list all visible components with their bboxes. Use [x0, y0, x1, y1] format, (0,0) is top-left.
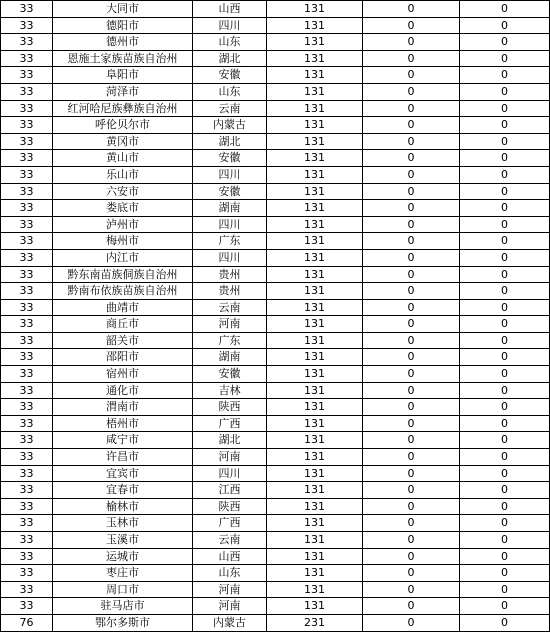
value-cell: 0 [363, 283, 460, 300]
rank-cell: 33 [1, 133, 53, 150]
table-row [1, 283, 550, 300]
value-cell: 131 [267, 133, 363, 150]
value-cell: 0 [363, 34, 460, 51]
rank-cell: 33 [1, 532, 53, 549]
value-cell: 0 [460, 366, 550, 383]
value-cell: 0 [363, 349, 460, 366]
value-cell: 131 [267, 233, 363, 250]
value-cell: 0 [363, 498, 460, 515]
table-row [1, 100, 550, 117]
province-cell: 广西 [193, 515, 267, 532]
value-cell: 0 [460, 150, 550, 167]
value-cell: 0 [460, 532, 550, 549]
city-cell: 呼伦贝尔市 [53, 117, 193, 134]
value-cell: 0 [460, 166, 550, 183]
value-cell: 0 [363, 233, 460, 250]
rank-cell: 33 [1, 100, 53, 117]
city-cell: 娄底市 [53, 200, 193, 217]
rank-cell: 33 [1, 117, 53, 134]
province-cell: 四川 [193, 166, 267, 183]
province-cell: 湖北 [193, 50, 267, 67]
city-cell: 泸州市 [53, 216, 193, 233]
value-cell: 0 [363, 249, 460, 266]
rank-cell: 33 [1, 449, 53, 466]
province-cell: 湖南 [193, 349, 267, 366]
province-cell: 河南 [193, 316, 267, 333]
city-cell: 红河哈尼族彝族自治州 [53, 100, 193, 117]
value-cell: 0 [363, 83, 460, 100]
rank-cell: 33 [1, 83, 53, 100]
value-cell: 0 [363, 150, 460, 167]
rank-cell: 33 [1, 581, 53, 598]
table-row [1, 399, 550, 416]
province-cell: 安徽 [193, 366, 267, 383]
province-cell: 四川 [193, 465, 267, 482]
value-cell: 0 [460, 598, 550, 615]
value-cell: 0 [460, 432, 550, 449]
table-row [1, 17, 550, 34]
value-cell: 131 [267, 1, 363, 18]
value-cell: 0 [363, 366, 460, 383]
table-row [1, 332, 550, 349]
city-cell: 驻马店市 [53, 598, 193, 615]
value-cell: 0 [460, 216, 550, 233]
value-cell: 131 [267, 548, 363, 565]
rank-cell: 33 [1, 233, 53, 250]
value-cell: 0 [460, 382, 550, 399]
value-cell: 131 [267, 565, 363, 582]
province-cell: 山西 [193, 1, 267, 18]
province-cell: 云南 [193, 100, 267, 117]
value-cell: 0 [363, 598, 460, 615]
value-cell: 0 [460, 283, 550, 300]
city-cell: 通化市 [53, 382, 193, 399]
value-cell: 0 [363, 100, 460, 117]
value-cell: 0 [363, 482, 460, 499]
city-cell: 商丘市 [53, 316, 193, 333]
value-cell: 0 [363, 548, 460, 565]
province-cell: 四川 [193, 249, 267, 266]
value-cell: 0 [363, 581, 460, 598]
province-cell: 安徽 [193, 67, 267, 84]
city-cell: 渭南市 [53, 399, 193, 416]
rank-cell: 33 [1, 382, 53, 399]
province-cell: 湖北 [193, 133, 267, 150]
city-cell: 玉林市 [53, 515, 193, 532]
rank-cell: 33 [1, 465, 53, 482]
value-cell: 0 [460, 1, 550, 18]
rank-cell: 33 [1, 349, 53, 366]
rank-cell: 33 [1, 1, 53, 18]
city-cell: 鄂尔多斯市 [53, 614, 193, 631]
rank-cell: 33 [1, 266, 53, 283]
value-cell: 0 [460, 415, 550, 432]
value-cell: 131 [267, 34, 363, 51]
province-cell: 陕西 [193, 498, 267, 515]
value-cell: 131 [267, 332, 363, 349]
value-cell: 131 [267, 50, 363, 67]
city-cell: 阜阳市 [53, 67, 193, 84]
value-cell: 0 [460, 249, 550, 266]
value-cell: 0 [460, 498, 550, 515]
value-cell: 131 [267, 17, 363, 34]
province-cell: 吉林 [193, 382, 267, 399]
value-cell: 131 [267, 166, 363, 183]
value-cell: 0 [363, 515, 460, 532]
value-cell: 131 [267, 83, 363, 100]
city-cell: 黄冈市 [53, 133, 193, 150]
rank-cell: 33 [1, 200, 53, 217]
value-cell: 0 [460, 233, 550, 250]
rank-cell: 33 [1, 332, 53, 349]
value-cell: 0 [460, 349, 550, 366]
value-cell: 0 [460, 316, 550, 333]
table-row [1, 449, 550, 466]
province-cell: 安徽 [193, 183, 267, 200]
rank-cell: 33 [1, 482, 53, 499]
value-cell: 0 [363, 50, 460, 67]
value-cell: 131 [267, 183, 363, 200]
province-cell: 云南 [193, 299, 267, 316]
table-row [1, 150, 550, 167]
value-cell: 0 [363, 432, 460, 449]
province-cell: 广东 [193, 332, 267, 349]
city-cell: 咸宁市 [53, 432, 193, 449]
value-cell: 131 [267, 382, 363, 399]
province-cell: 湖南 [193, 200, 267, 217]
table-row [1, 316, 550, 333]
table-row [1, 133, 550, 150]
value-cell: 0 [460, 581, 550, 598]
table-row [1, 581, 550, 598]
value-cell: 131 [267, 366, 363, 383]
value-cell: 0 [363, 216, 460, 233]
value-cell: 131 [267, 349, 363, 366]
city-cell: 乐山市 [53, 166, 193, 183]
value-cell: 0 [460, 200, 550, 217]
value-cell: 131 [267, 283, 363, 300]
table-row [1, 299, 550, 316]
value-cell: 0 [460, 614, 550, 631]
value-cell: 0 [460, 332, 550, 349]
value-cell: 131 [267, 316, 363, 333]
table-row [1, 34, 550, 51]
table-row [1, 565, 550, 582]
value-cell: 0 [363, 532, 460, 549]
province-cell: 山东 [193, 34, 267, 51]
value-cell: 131 [267, 200, 363, 217]
city-cell: 德州市 [53, 34, 193, 51]
province-cell: 贵州 [193, 266, 267, 283]
city-cell: 宜宾市 [53, 465, 193, 482]
value-cell: 0 [460, 482, 550, 499]
value-cell: 131 [267, 266, 363, 283]
value-cell: 0 [363, 17, 460, 34]
rank-cell: 33 [1, 399, 53, 416]
value-cell: 0 [460, 565, 550, 582]
table-row [1, 432, 550, 449]
province-cell: 四川 [193, 17, 267, 34]
rank-cell: 33 [1, 166, 53, 183]
table-row [1, 598, 550, 615]
rank-cell: 33 [1, 17, 53, 34]
value-cell: 0 [363, 266, 460, 283]
value-cell: 0 [460, 34, 550, 51]
table-row [1, 382, 550, 399]
table-row [1, 200, 550, 217]
city-cell: 榆林市 [53, 498, 193, 515]
city-cell: 内江市 [53, 249, 193, 266]
province-cell: 江西 [193, 482, 267, 499]
value-cell: 131 [267, 449, 363, 466]
value-cell: 131 [267, 100, 363, 117]
value-cell: 0 [460, 183, 550, 200]
value-cell: 131 [267, 498, 363, 515]
province-cell: 山西 [193, 548, 267, 565]
table-row [1, 233, 550, 250]
value-cell: 0 [460, 117, 550, 134]
rank-cell: 33 [1, 34, 53, 51]
rank-cell: 76 [1, 614, 53, 631]
value-cell: 0 [363, 382, 460, 399]
value-cell: 0 [363, 465, 460, 482]
value-cell: 0 [460, 83, 550, 100]
value-cell: 131 [267, 482, 363, 499]
rank-cell: 33 [1, 316, 53, 333]
value-cell: 131 [267, 249, 363, 266]
value-cell: 0 [460, 67, 550, 84]
value-cell: 231 [267, 614, 363, 631]
table-row [1, 216, 550, 233]
province-cell: 山东 [193, 565, 267, 582]
value-cell: 131 [267, 67, 363, 84]
rank-cell: 33 [1, 598, 53, 615]
rank-cell: 33 [1, 299, 53, 316]
province-cell: 云南 [193, 532, 267, 549]
value-cell: 131 [267, 150, 363, 167]
rank-cell: 33 [1, 548, 53, 565]
rank-cell: 33 [1, 67, 53, 84]
value-cell: 131 [267, 432, 363, 449]
table-row [1, 465, 550, 482]
rank-cell: 33 [1, 415, 53, 432]
value-cell: 0 [363, 415, 460, 432]
rank-cell: 33 [1, 565, 53, 582]
table-body [1, 1, 550, 632]
value-cell: 0 [460, 465, 550, 482]
city-cell: 邵阳市 [53, 349, 193, 366]
city-cell: 大同市 [53, 1, 193, 18]
province-cell: 河南 [193, 581, 267, 598]
rank-cell: 33 [1, 150, 53, 167]
city-cell: 菏泽市 [53, 83, 193, 100]
province-cell: 安徽 [193, 150, 267, 167]
rank-cell: 33 [1, 498, 53, 515]
value-cell: 0 [363, 399, 460, 416]
city-cell: 枣庄市 [53, 565, 193, 582]
value-cell: 131 [267, 117, 363, 134]
value-cell: 0 [363, 316, 460, 333]
city-cell: 黔南布依族苗族自治州 [53, 283, 193, 300]
value-cell: 0 [460, 100, 550, 117]
city-cell: 宿州市 [53, 366, 193, 383]
value-cell: 0 [460, 299, 550, 316]
value-cell: 131 [267, 415, 363, 432]
value-cell: 0 [363, 67, 460, 84]
value-cell: 0 [460, 50, 550, 67]
table-row [1, 548, 550, 565]
city-cell: 玉溪市 [53, 532, 193, 549]
rank-cell: 33 [1, 50, 53, 67]
value-cell: 0 [363, 565, 460, 582]
table-row [1, 166, 550, 183]
value-cell: 0 [460, 399, 550, 416]
value-cell: 131 [267, 581, 363, 598]
city-cell: 许昌市 [53, 449, 193, 466]
value-cell: 0 [363, 299, 460, 316]
value-cell: 131 [267, 532, 363, 549]
table-row [1, 83, 550, 100]
rank-cell: 33 [1, 249, 53, 266]
value-cell: 0 [363, 449, 460, 466]
province-cell: 四川 [193, 216, 267, 233]
value-cell: 131 [267, 465, 363, 482]
value-cell: 0 [460, 17, 550, 34]
province-cell: 内蒙古 [193, 117, 267, 134]
province-cell: 贵州 [193, 283, 267, 300]
city-cell: 恩施土家族苗族自治州 [53, 50, 193, 67]
city-cell: 六安市 [53, 183, 193, 200]
city-cell: 梅州市 [53, 233, 193, 250]
city-cell: 韶关市 [53, 332, 193, 349]
province-cell: 山东 [193, 83, 267, 100]
province-cell: 湖北 [193, 432, 267, 449]
table-row [1, 183, 550, 200]
province-cell: 广西 [193, 415, 267, 432]
table-row [1, 498, 550, 515]
rank-cell: 33 [1, 515, 53, 532]
table-row [1, 349, 550, 366]
value-cell: 131 [267, 598, 363, 615]
city-cell: 运城市 [53, 548, 193, 565]
value-cell: 0 [460, 266, 550, 283]
rank-cell: 33 [1, 366, 53, 383]
city-cell: 黄山市 [53, 150, 193, 167]
table-row [1, 50, 550, 67]
value-cell: 0 [363, 614, 460, 631]
city-cell: 周口市 [53, 581, 193, 598]
value-cell: 0 [460, 133, 550, 150]
value-cell: 0 [460, 515, 550, 532]
table-row [1, 532, 550, 549]
table-row [1, 366, 550, 383]
rank-cell: 33 [1, 183, 53, 200]
value-cell: 131 [267, 399, 363, 416]
city-cell: 宜春市 [53, 482, 193, 499]
value-cell: 0 [363, 166, 460, 183]
province-cell: 内蒙古 [193, 614, 267, 631]
value-cell: 0 [460, 449, 550, 466]
value-cell: 131 [267, 216, 363, 233]
value-cell: 0 [363, 117, 460, 134]
rank-cell: 33 [1, 432, 53, 449]
table-row [1, 1, 550, 18]
table-row [1, 266, 550, 283]
value-cell: 0 [363, 332, 460, 349]
rank-cell: 33 [1, 216, 53, 233]
city-cell: 梧州市 [53, 415, 193, 432]
value-cell: 131 [267, 515, 363, 532]
table-row [1, 482, 550, 499]
province-cell: 河南 [193, 598, 267, 615]
value-cell: 0 [460, 548, 550, 565]
city-cell: 曲靖市 [53, 299, 193, 316]
value-cell: 131 [267, 299, 363, 316]
table-row [1, 614, 550, 631]
table-row [1, 249, 550, 266]
table-row [1, 117, 550, 134]
table-row [1, 415, 550, 432]
city-cell: 德阳市 [53, 17, 193, 34]
province-cell: 广东 [193, 233, 267, 250]
table-row [1, 515, 550, 532]
province-cell: 陕西 [193, 399, 267, 416]
value-cell: 0 [363, 183, 460, 200]
city-cell: 黔东南苗族侗族自治州 [53, 266, 193, 283]
value-cell: 0 [363, 1, 460, 18]
rank-cell: 33 [1, 283, 53, 300]
value-cell: 0 [363, 133, 460, 150]
value-cell: 0 [363, 200, 460, 217]
table-row [1, 67, 550, 84]
province-cell: 河南 [193, 449, 267, 466]
